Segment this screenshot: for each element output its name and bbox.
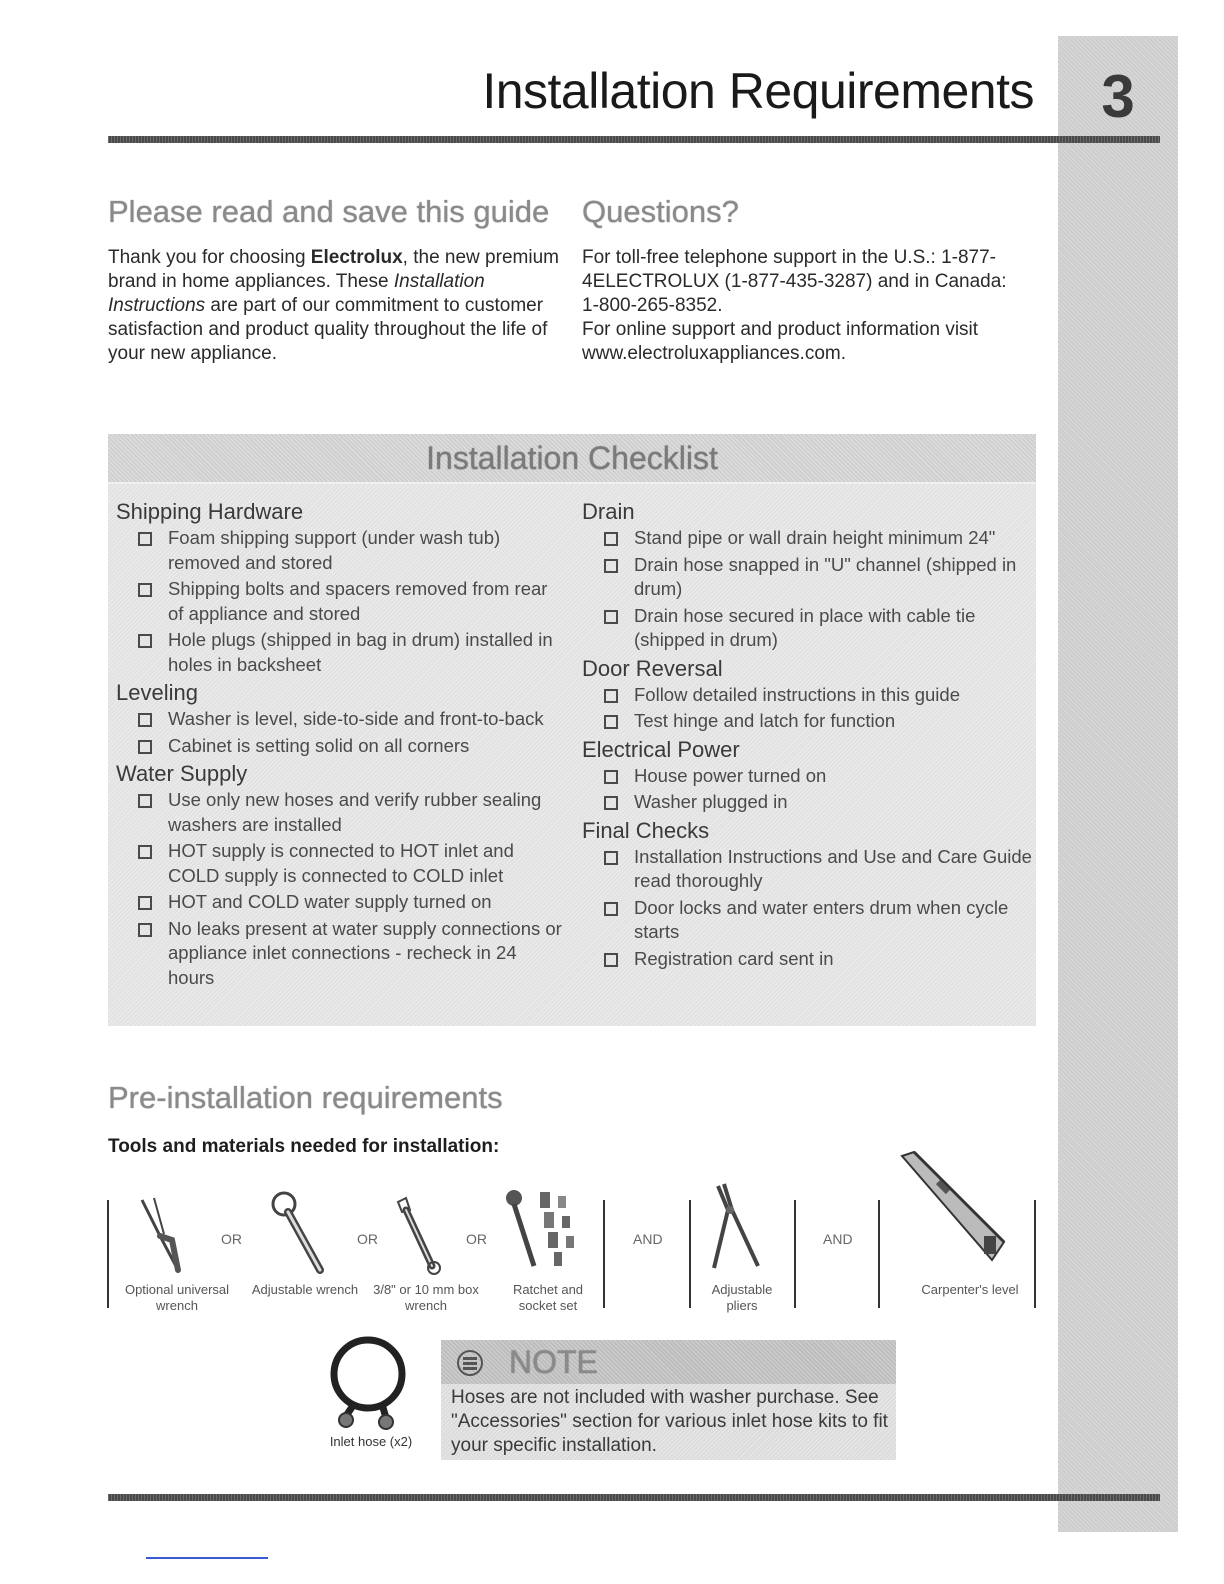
footer-rule <box>108 1494 1160 1501</box>
adjustable-wrench-icon <box>268 1190 338 1276</box>
universal-wrench-icon <box>138 1196 208 1276</box>
checklist-item <box>116 890 566 915</box>
checkbox-icon <box>604 689 618 703</box>
checklist-item-text: Test hinge and latch for function <box>634 710 896 731</box>
checkbox-icon <box>604 715 618 729</box>
checklist-group-items <box>116 788 566 990</box>
checklist-item-text: HOT supply is connected to HOT inlet and COLD supply is connected to COLD inlet <box>168 840 514 886</box>
checklist-left-column <box>116 498 566 992</box>
checklist-item-text: Use only new hoses and verify rubber sealing washers are installed <box>168 789 542 835</box>
checkbox-icon <box>604 610 618 624</box>
or-label: OR <box>357 1231 378 1247</box>
checklist-item <box>582 790 1034 815</box>
checklist-group-title: Drain <box>582 499 635 524</box>
tool-divider <box>603 1200 605 1308</box>
checklist-item <box>582 709 1034 734</box>
tool-divider <box>878 1200 880 1308</box>
checklist-right-column <box>582 498 1034 973</box>
checklist-header <box>108 434 1036 484</box>
checklist-item <box>582 553 1034 602</box>
checkbox-icon <box>604 851 618 865</box>
checklist-item-text: Shipping bolts and spacers removed from rear of appliance and stored <box>168 578 548 624</box>
phone-support-text: For toll-free telephone support in the U.S.: 1-877-4ELECTROLUX (1-877-435-3287) and in Canada: 1-800-265-8352. <box>582 247 1007 316</box>
checklist-item-text: Follow detailed instructions in this guide <box>634 683 960 705</box>
checklist-item <box>116 707 566 732</box>
tool-divider <box>107 1200 109 1308</box>
tool-divider <box>689 1200 691 1308</box>
note-icon <box>455 1348 485 1378</box>
checklist-item-text: Washer plugged in <box>634 791 788 812</box>
adjustable-wrench-caption: Adjustable wrench <box>251 1282 359 1297</box>
checklist-group-items <box>582 683 1034 734</box>
or-label: OR <box>221 1231 242 1247</box>
checklist-item <box>582 604 1034 653</box>
socket-set-caption: Ratchet and socket set <box>512 1282 584 1313</box>
checklist-item <box>116 788 566 837</box>
checkbox-icon <box>138 532 152 546</box>
checkbox-icon <box>138 740 152 754</box>
checklist-item <box>582 764 1034 789</box>
checklist-group-title: Shipping Hardware <box>116 499 304 524</box>
page-title: Installation Requirements <box>482 63 1034 119</box>
checklist-group-items <box>116 526 566 677</box>
pliers-icon <box>704 1180 776 1276</box>
checkbox-icon <box>138 583 152 597</box>
intro-text-c: are part of our commitment to customer satisfaction and product quality throughout the life of your new appliance. <box>108 295 548 364</box>
checklist-group-title: Final Checks <box>582 817 710 843</box>
universal-wrench-caption: Optional universal wrench <box>124 1282 230 1313</box>
checklist-group-title: Leveling <box>116 680 198 705</box>
checklist-item <box>582 683 1034 708</box>
checkbox-icon <box>138 896 152 910</box>
pliers-caption: Adjustable pliers <box>711 1282 773 1313</box>
checklist-group-items <box>582 764 1034 815</box>
section-number: 3 <box>1101 63 1135 130</box>
checkbox-icon <box>138 923 152 937</box>
checkbox-icon <box>138 634 152 648</box>
checklist-item-text: No leaks present at water supply connections or appliance inlet connections - recheck in 24 hours <box>168 917 562 988</box>
header-rule <box>108 136 1160 143</box>
intro-text-b: , the new premium brand in home appliances. These <box>108 247 559 292</box>
checklist-group-items <box>116 707 566 758</box>
pre-install-heading: Pre-installation requirements <box>108 1080 503 1115</box>
checkbox-icon <box>604 902 618 916</box>
checklist-item-text: Hole plugs (shipped in bag in drum) installed in holes in backsheet <box>168 629 553 675</box>
tool-divider <box>794 1200 796 1308</box>
or-label: OR <box>466 1231 487 1247</box>
questions-heading: Questions? <box>582 194 739 229</box>
checklist-item-text: Washer is level, side-to-side and front-to-back <box>168 708 544 729</box>
questions-paragraph <box>582 246 1012 366</box>
note-header <box>441 1340 896 1384</box>
checkbox-icon <box>604 796 618 810</box>
checkbox-icon <box>138 794 152 808</box>
doc-name: Installation Instructions <box>108 271 485 316</box>
checklist-item-text: HOT and COLD water supply turned on <box>168 891 492 912</box>
note-text: Hoses are not included with washer purchase. See "Accessories" section for various inlet hose kits to fit your specific installation. <box>451 1387 888 1456</box>
checklist-item <box>582 845 1034 894</box>
box-wrench-icon <box>392 1196 448 1276</box>
checklist-item-text: Installation Instructions and Use and Care Guide read thoroughly <box>634 845 1032 891</box>
checklist-item-text: Cabinet is setting solid on all corners <box>168 734 470 756</box>
and-label: AND <box>633 1231 663 1247</box>
checklist-item-text: Door locks and water enters drum when cycle starts <box>634 896 1009 942</box>
checkbox-icon <box>604 953 618 967</box>
checklist-group-title: Electrical Power <box>582 736 740 762</box>
checkbox-icon <box>138 845 152 859</box>
checklist-item-text: House power turned on <box>634 764 827 786</box>
checklist-title: Installation Checklist <box>426 440 718 476</box>
checklist-group-items <box>582 526 1034 653</box>
footer-mark <box>146 1557 268 1559</box>
checkbox-icon <box>604 770 618 784</box>
checklist-item-text: Registration card sent in <box>634 947 834 969</box>
checklist-item-text: Drain hose snapped in "U" channel (shipped in drum) <box>634 553 1017 599</box>
installation-checklist-panel <box>108 434 1036 1026</box>
inlet-hose-icon <box>326 1336 416 1436</box>
checklist-item <box>582 896 1034 945</box>
checkbox-icon <box>604 532 618 546</box>
checkbox-icon <box>604 559 618 573</box>
inlet-hose-caption: Inlet hose (x2) <box>329 1434 413 1449</box>
checklist-item <box>582 526 1034 551</box>
and-label: AND <box>823 1231 853 1247</box>
checklist-item <box>116 839 566 888</box>
level-caption: Carpenter's level <box>921 1282 1019 1297</box>
intro-paragraph <box>108 246 564 366</box>
checklist-item-text: Foam shipping support (under wash tub) removed and stored <box>168 527 501 573</box>
socket-set-icon <box>500 1186 586 1276</box>
intro-heading: Please read and save this guide <box>108 194 550 229</box>
online-support-text: For online support and product information visit www.electroluxappliances.com. <box>582 319 979 364</box>
note-title: NOTE <box>509 1344 598 1380</box>
checklist-item <box>116 734 566 759</box>
checkbox-icon <box>138 713 152 727</box>
tools-subheading: Tools and materials needed for installation: <box>108 1136 500 1157</box>
checklist-item <box>582 947 1034 972</box>
checklist-item-text: Drain hose secured in place with cable tie (shipped in drum) <box>634 604 976 650</box>
checklist-group-items <box>582 845 1034 972</box>
checklist-item <box>116 577 566 626</box>
checklist-item <box>116 526 566 575</box>
checklist-item-text: Stand pipe or wall drain height minimum 24" <box>634 527 996 548</box>
brand-name: Electrolux <box>310 247 403 268</box>
intro-text-a: Thank you for choosing <box>108 247 311 268</box>
checklist-group-title: Water Supply <box>116 761 248 786</box>
section-side-tab <box>1058 36 1178 1532</box>
checklist-group-title: Door Reversal <box>582 655 723 681</box>
note-box <box>441 1340 896 1460</box>
box-wrench-caption: 3/8" or 10 mm box wrench <box>373 1282 479 1313</box>
carpenters-level-icon <box>896 1150 1008 1268</box>
checklist-item <box>116 917 566 991</box>
checklist-item <box>116 628 566 677</box>
